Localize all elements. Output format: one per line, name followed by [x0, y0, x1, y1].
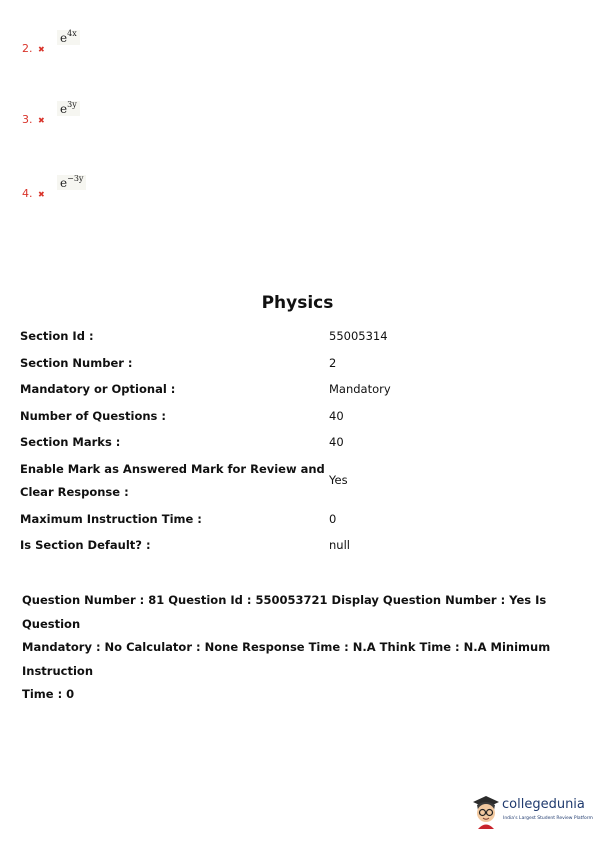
- option-number: 4.: [22, 187, 33, 200]
- wrong-mark-icon: ✖: [38, 190, 45, 199]
- question-info-line: Question Number : 81 Question Id : 550053721 Display Question Number : Yes Is Question: [22, 593, 547, 631]
- student-mascot-icon: [472, 793, 500, 829]
- row-value: Yes: [329, 473, 348, 487]
- question-info: [22, 589, 582, 707]
- row-label: Is Section Default? :: [20, 538, 151, 552]
- row-label: Maximum Instruction Time :: [20, 512, 202, 526]
- row-label-line1: Enable Mark as Answered Mark for Review and: [20, 462, 325, 476]
- option-formula: $e^{4x}$: [57, 30, 80, 45]
- exponent: 3y: [67, 100, 77, 109]
- row-value: 40: [329, 409, 344, 423]
- question-info-line: Time : 0: [22, 687, 75, 701]
- option-number: 2.: [22, 42, 33, 55]
- collegedunia-logo: [472, 793, 593, 829]
- row-value: Mandatory: [329, 382, 391, 396]
- row-label-line2: Clear Response :: [20, 485, 129, 499]
- row-value: 55005314: [329, 329, 388, 343]
- wrong-mark-icon: ✖: [38, 116, 45, 125]
- row-label: Section Id :: [20, 329, 94, 343]
- row-value: 40: [329, 435, 344, 449]
- option-formula: $e^{-3y}$: [57, 175, 86, 190]
- row-label: Number of Questions :: [20, 409, 166, 423]
- exponent: 4x: [67, 29, 77, 38]
- option-number: 3.: [22, 113, 33, 126]
- row-label: Section Marks :: [20, 435, 121, 449]
- section-title: Physics: [261, 293, 334, 313]
- question-info-line: Mandatory : No Calculator : None Response Time : N.A Think Time : N.A Minimum Instruction: [22, 640, 551, 678]
- row-value: null: [329, 538, 350, 552]
- wrong-mark-icon: ✖: [38, 45, 45, 54]
- row-value: 0: [329, 512, 337, 526]
- logo-tagline: India's Largest Student Review Platform: [503, 816, 593, 821]
- row-label: Mandatory or Optional :: [20, 382, 176, 396]
- logo-name: collegedunia: [502, 797, 585, 812]
- row-value: 2: [329, 356, 337, 370]
- exponent: −3y: [67, 174, 84, 183]
- option-formula: $e^{3y}$: [57, 101, 80, 116]
- row-label: Section Number :: [20, 356, 133, 370]
